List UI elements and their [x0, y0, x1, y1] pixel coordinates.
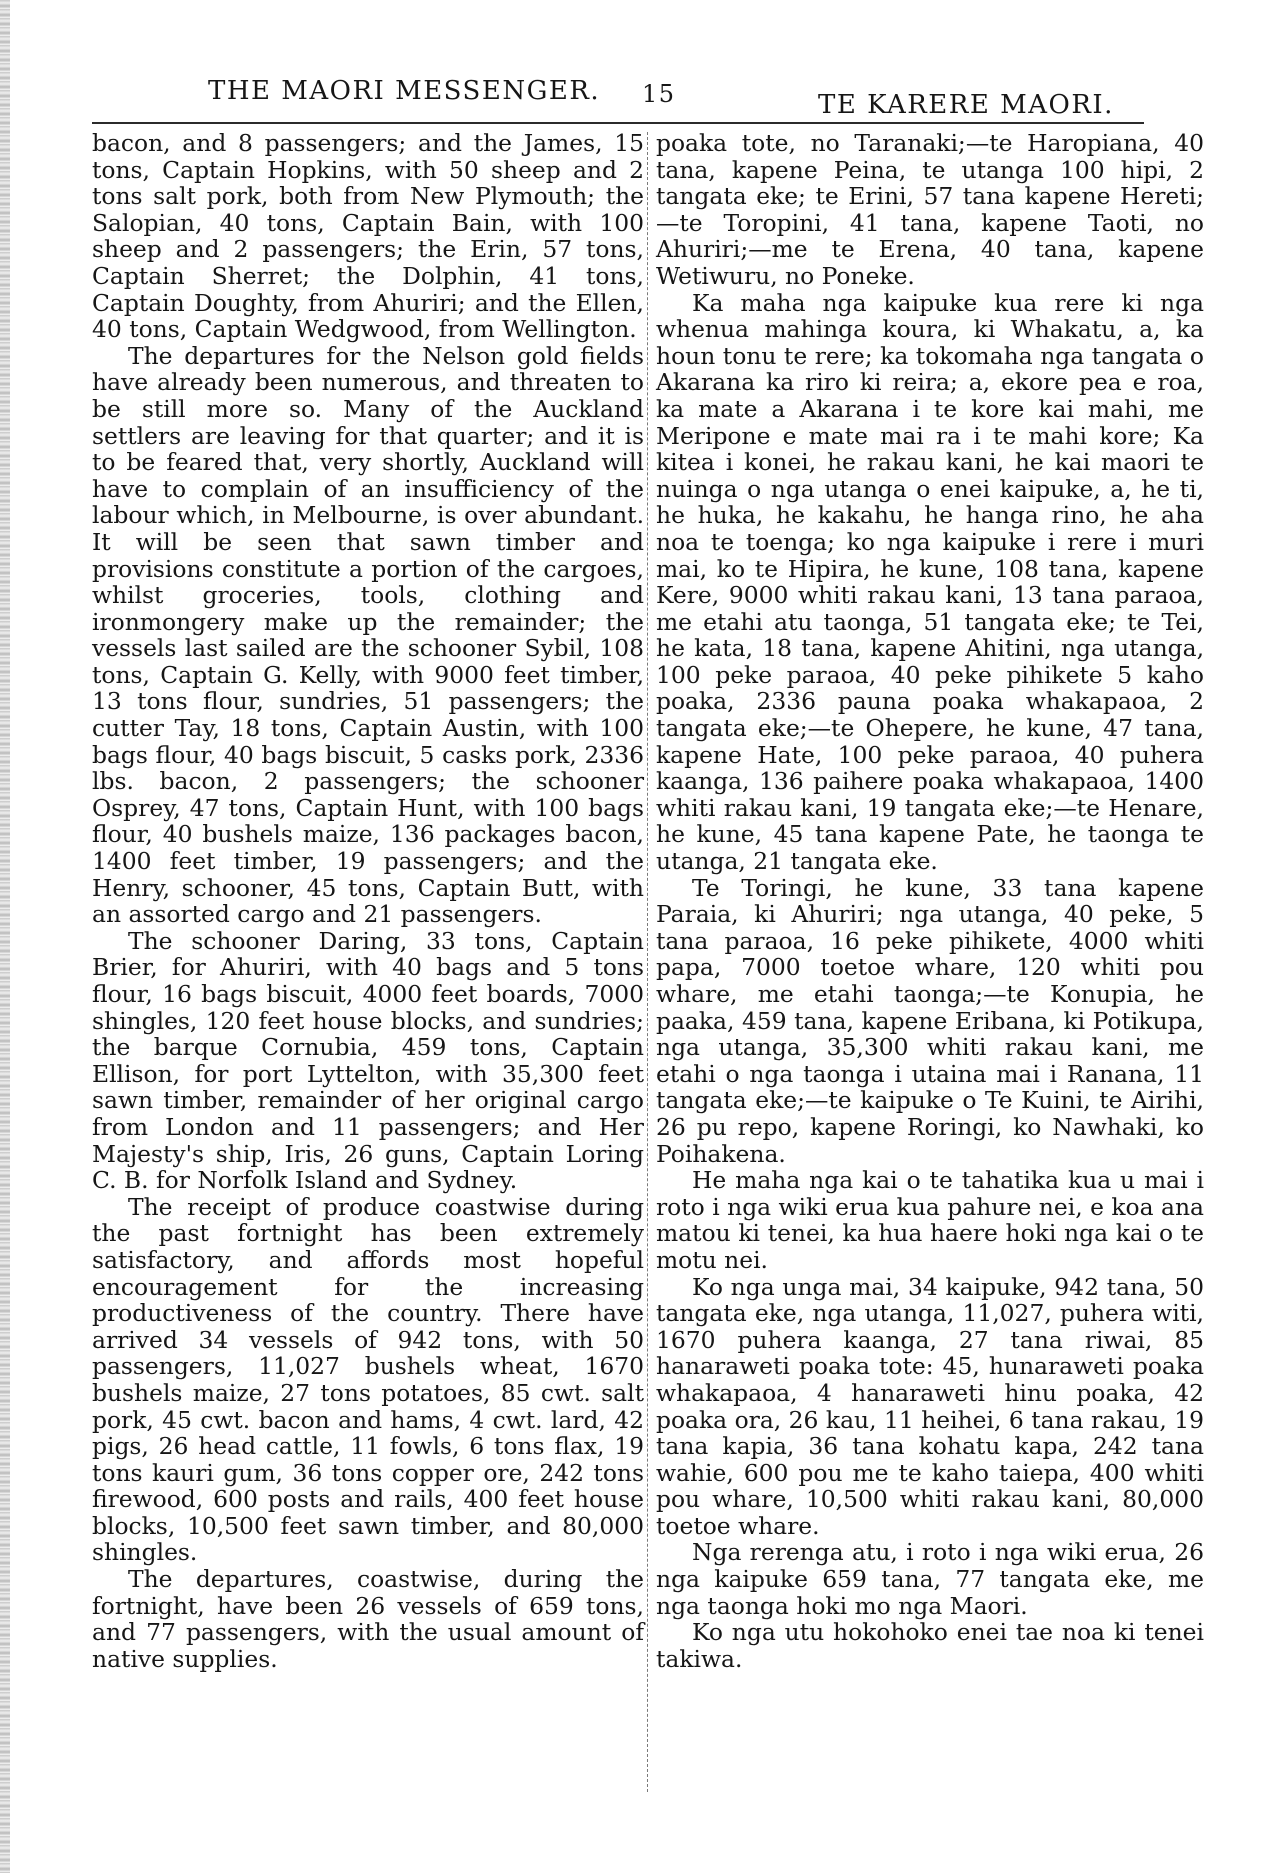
page-number: 15 — [642, 80, 676, 108]
english-paragraph: The departures, coastwise, during the fortnight, have been 26 vessels of 659 tons, and 77 passengers, with the usual amount of native supplies. — [92, 1565, 644, 1673]
scanned-page-edge — [0, 0, 10, 1873]
english-paragraph: bacon, and 8 passengers; and the James, 15 tons, Captain Hopkins, with 50 sheep and 2 tons salt pork, both from New Plymouth; the Salopian, 40 tons, Captain Bain, with 100 sheep and 2 passengers; the Erin, 57 tons, Captain Sherret; the Dolphin, 41 tons, Captain Doughty, from Ahuriri; and the Ellen, 40 tons, Captain Wedgwood, from Wellington. — [92, 129, 644, 344]
maori-paragraph: He maha nga kai o te tahatika kua u mai i roto i nga wiki erua kua pahure nei, e koa ana matou ki tenei, ka hua haere hoki nga kai o te motu nei. — [656, 1166, 1204, 1274]
maori-column — [656, 130, 1204, 1672]
maori-paragraph: Ko nga unga mai, 34 kaipuke, 942 tana, 50 tangata eke, nga utanga, 11,027, puhera witi, 1670 puhera kaanga, 27 tana riwai, 85 hanaraweti poaka tote: 45, hunaraweti poaka whakapaoa, 4 hanaraweti hinu poaka, 42 poaka ora, 26 kau, 11 heihei, 6 tana rakau, 19 tana kapia, 36 tana kohatu kapa, 242 tana wahie, 600 pou me te kaho taiepa, 400 whiti pou whare, 10,500 whiti rakau kani, 80,000 toetoe whare. — [656, 1272, 1204, 1540]
masthead-english: THE MAORI MESSENGER. — [208, 76, 601, 106]
maori-paragraph: Ko nga utu hokohoko enei tae noa ki tenei takiwa. — [656, 1618, 1204, 1673]
column-divider — [647, 132, 648, 1792]
english-column — [92, 130, 644, 1672]
header-rule — [92, 122, 1144, 124]
english-paragraph: The receipt of produce coastwise during the past fortnight has been extremely satisfactory, and affords most hopeful encouragement for the increasing productiveness of the country. There have arrived 34 vessels of 942 tons, with 50 passengers, 11,027 bushels wheat, 1670 bushels maize, 27 tons potatoes, 85 cwt. salt pork, 45 cwt. bacon and hams, 4 cwt. lard, 42 pigs, 26 head cattle, 11 fowls, 6 tons flax, 19 tons kauri gum, 36 tons copper ore, 242 tons firewood, 600 posts and rails, 400 feet house blocks, 10,500 feet sawn timber, and 80,000 shingles. — [92, 1192, 644, 1567]
maori-paragraph: Nga rerenga atu, i roto i nga wiki erua, 26 nga kaipuke 659 tana, 77 tangata eke, me nga taonga hoki mo nga Maori. — [656, 1538, 1204, 1620]
maori-paragraph: poaka tote, no Taranaki;—te Haropiana, 40 tana, kapene Peina, te utanga 100 hipi, 2 tangata eke; te Erini, 57 tana kapene Hereti; —te Toropini, 41 tana, kapene Taoti, no Ahuriri;—me te Erena, 40 tana, kapene Wetiwuru, no Poneke. — [656, 129, 1204, 290]
masthead-maori: TE KARERE MAORI. — [818, 90, 1114, 120]
maori-paragraph: Te Toringi, he kune, 33 tana kapene Paraia, ki Ahuriri; nga utanga, 40 peke, 5 tana paraoa, 16 peke pihikete, 4000 whiti papa, 7000 toetoe whare, 120 whiti pou whare, me etahi taonga;—te Konupia, he paaka, 459 tana, kapene Eribana, ki Potikupa, nga utanga, 35,300 whiti rakau kani, me etahi o nga taonga i utaina mai i Ranana, 11 tangata eke;—te kaipuke o Te Kuini, te Airihi, 26 pu repo, kapene Roringi, ko Nawhaki, ko Poihakena. — [656, 873, 1204, 1168]
english-paragraph: The schooner Daring, 33 tons, Captain Brier, for Ahuriri, with 40 bags and 5 tons flour, 16 bags biscuit, 4000 feet boards, 7000 shingles, 120 feet house blocks, and sundries; the barque Cornubia, 459 tons, Captain Ellison, for port Lyttelton, with 35,300 feet sawn timber, remainder of her original cargo from London and 11 passengers; and Her Majesty's ship, Iris, 26 guns, Captain Loring C. B. for Norfolk Island and Sydney. — [92, 926, 644, 1195]
english-paragraph: The departures for the Nelson gold fields have already been numerous, and threaten to be still more so. Many of the Auckland settlers are leaving for that quarter; and it is to be feared that, very shortly, Auckland will have to complain of an insufficiency of the labour which, in Melbourne, is over abundant. It will be seen that sawn timber and provisions constitute a portion of the cargoes, whilst groceries, tools, clothing and ironmongery make up the remainder; the vessels last sailed are the schooner Sybil, 108 tons, Captain G. Kelly, with 9000 feet timber, 13 tons flour, sundries, 51 passengers; the cutter Tay, 18 tons, Captain Austin, with 100 bags flour, 40 bags biscuit, 5 casks pork, 2336 lbs. bacon, 2 passengers; the schooner Osprey, 47 tons, Captain Hunt, with 100 bags flour, 40 bushels maize, 136 packages bacon, 1400 feet timber, 19 passengers; and the Henry, schooner, 45 tons, Captain Butt, with an assorted cargo and 21 passengers. — [92, 341, 644, 929]
maori-paragraph: Ka maha nga kaipuke kua rere ki nga whenua mahinga koura, ki Whakatu, a, ka houn tonu te rere; ka tokomaha nga tangata o Akarana ka riro ki reira; a, ekore pea e roa, ka mate a Akarana i te kore kai mahi, me Meripone e mate mai ra i te mahi kore; Ka kitea i konei, he rakau kani, he kai maori te nuinga o nga utanga o enei kaipuke, a, he ti, he huka, he kakahu, he hanga rino, he aha noa te toenga; ko nga kaipuke i rere i muri mai, ko te Hipira, he kune, 108 tana, kapene Kere, 9000 whiti rakau kani, 13 tana paraoa, me etahi atu taonga, 51 tangata eke; te Tei, he kata, 18 tana, kapene Ahitini, nga utanga, 100 peke paraoa, 40 peke pihikete 5 kaho poaka, 2336 pauna poaka whakapaoa, 2 tangata eke;—te Ohepere, he kune, 47 tana, kapene Hate, 100 peke paraoa, 40 puhera kaanga, 136 paihere poaka whakapaoa, 1400 whiti rakau kani, 19 tangata eke;—te Henare, he kune, 45 tana kapene Pate, he taonga te utanga, 21 tangata eke. — [656, 288, 1204, 876]
